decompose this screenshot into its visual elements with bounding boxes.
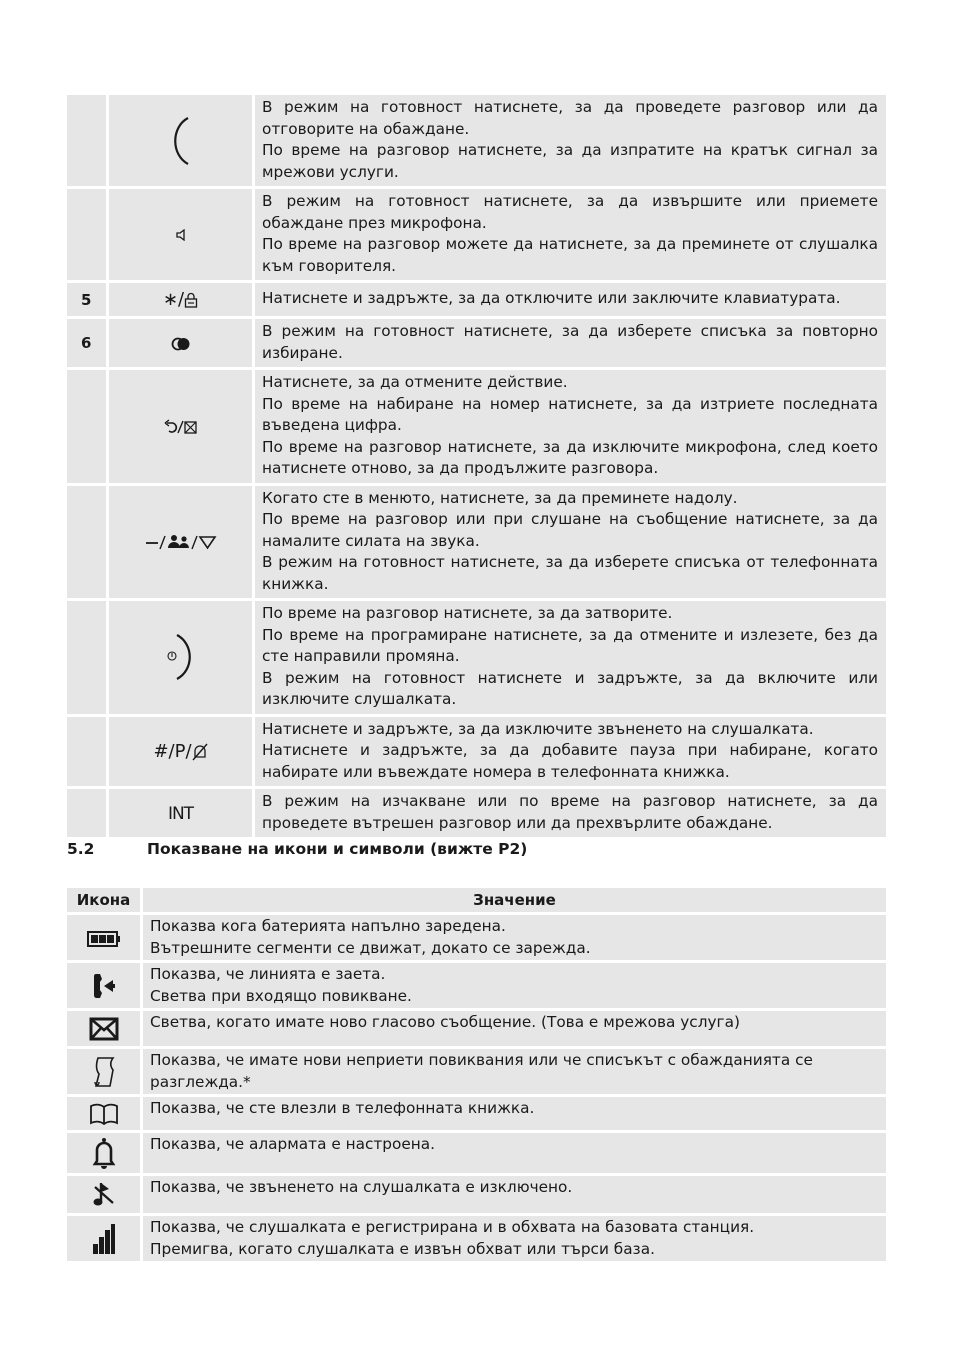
meaning-cell xyxy=(143,1216,886,1264)
key-number xyxy=(67,486,109,602)
down-phonebook-icon xyxy=(109,486,255,602)
table-row xyxy=(67,283,886,319)
bell-off-icon xyxy=(192,743,208,761)
alarm-icon xyxy=(67,1133,143,1176)
talk-icon xyxy=(109,95,255,189)
key-number xyxy=(67,789,109,840)
back-mute-icon xyxy=(109,370,255,486)
key-number xyxy=(67,189,109,283)
table-row xyxy=(67,1133,886,1176)
meaning-cell xyxy=(143,1097,886,1133)
voicemail-icon xyxy=(67,1011,143,1049)
line-busy-icon xyxy=(67,963,143,1011)
icons-table xyxy=(67,888,886,1264)
meaning-line: Показва, че имате нови неприети повиквания или че списъкът с обажданията се разглежда.* xyxy=(150,1051,813,1091)
meaning-line: Показва, че слушалката е регистрирана и в обхвата на базовата станция. xyxy=(150,1218,755,1236)
hash-pause-text: #/P/ xyxy=(153,740,192,762)
table-row xyxy=(67,1049,886,1097)
section-title: Показване на икони и символи (вижте P2) xyxy=(147,840,528,858)
table-row xyxy=(67,1176,886,1216)
section-heading xyxy=(67,840,527,858)
key-number xyxy=(67,370,109,486)
table-row xyxy=(67,189,886,283)
table-row xyxy=(67,915,886,963)
end-power-icon xyxy=(109,601,255,717)
desc-line: По време на разговор натиснете, за да изпратите на кратък сигнал за мрежови услуги. xyxy=(262,141,878,181)
meaning-line: Светва при входящо повикване. xyxy=(150,986,412,1005)
desc-line: В режим на готовност натиснете и задръжте, за да включите или изключите слушалката. xyxy=(262,668,878,708)
lock-icon xyxy=(184,292,198,308)
table-row xyxy=(67,789,886,840)
key-description xyxy=(255,717,886,790)
star-lock-text: ∗/ xyxy=(162,289,185,310)
key-number: 5 xyxy=(67,283,109,319)
speaker-icon xyxy=(109,189,255,283)
meaning-line: Показва, че звъненето на слушалката е изключено. xyxy=(150,1178,573,1196)
desc-line: Натиснете и задръжте, за да добавите пауза при набиране, когато набирате или въвеждате номера в телефонната книжка. xyxy=(262,741,878,781)
call-list-icon xyxy=(67,1049,143,1097)
header-meaning: Значение xyxy=(143,888,886,915)
int-icon xyxy=(109,789,255,840)
section-number: 5.2 xyxy=(67,840,95,858)
desc-line: В режим на готовност натиснете, за да изберете списъка от телефонната книжка. xyxy=(262,553,878,593)
table-row xyxy=(67,1097,886,1133)
key-number xyxy=(67,717,109,790)
phonebook-icon xyxy=(67,1097,143,1133)
meaning-cell xyxy=(143,963,886,1011)
meaning-line: Показва, че сте влезли в телефонната книжка. xyxy=(150,1099,535,1117)
desc-line: Натиснете, за да отмените действие. xyxy=(262,373,568,391)
meaning-line: Премигва, когато слушалката е извън обхват или търси база. xyxy=(150,1239,655,1258)
key-number xyxy=(67,601,109,717)
table-row xyxy=(67,963,886,1011)
table-row xyxy=(67,370,886,486)
star-lock-icon xyxy=(109,283,255,319)
key-number xyxy=(67,95,109,189)
meaning-cell xyxy=(143,1049,886,1097)
meaning-cell xyxy=(143,915,886,963)
header-icon: Икона xyxy=(67,888,143,915)
desc-line: По време на програмиране натиснете, за да отмените и излезете, без да сте направили промяна. xyxy=(262,625,878,665)
meaning-line: Вътрешните сегменти се движат, докато се зарежда. xyxy=(150,938,591,957)
table-row xyxy=(67,717,886,790)
hash-pause-ringer-off-icon xyxy=(109,717,255,790)
table-row xyxy=(67,319,886,370)
key-description xyxy=(255,601,886,717)
redial-icon xyxy=(109,319,255,370)
table-header-row xyxy=(67,888,886,915)
desc-line: По време на разговор натиснете, за да изключите микрофона, след което натиснете отново, за да продължите разговора. xyxy=(262,437,878,477)
meaning-cell xyxy=(143,1176,886,1216)
desc-line: По време на разговор можете да натиснете, за да преминете от слушалка към говорителя. xyxy=(262,235,878,275)
key-description xyxy=(255,486,886,602)
table-row xyxy=(67,1011,886,1049)
desc-line: В режим на изчакване или по време на разговор натиснете, за да проведете вътрешен разговор или да прехвърлите обаждане. xyxy=(262,792,878,832)
desc-line: В режим на готовност натиснете, за да изберете списъка за повторно избиране. xyxy=(262,322,878,362)
keys-table xyxy=(67,95,886,840)
meaning-cell xyxy=(143,1133,886,1176)
desc-line: Натиснете и задръжте, за да изключите звъненето на слушалката. xyxy=(262,719,814,738)
desc-line: В режим на готовност натиснете, за да проведете разговор или да отговорите на обаждане. xyxy=(262,98,878,138)
table-row xyxy=(67,486,886,602)
table-row xyxy=(67,1216,886,1264)
desc-line: По време на набиране на номер натиснете, за да изтриете последната въведена цифра. xyxy=(262,394,878,434)
key-description xyxy=(255,370,886,486)
meaning-line: Показва, че линията е заета. xyxy=(150,965,386,983)
meaning-line: Светва, когато имате ново гласово съобщение. (Това е мрежова услуга) xyxy=(150,1013,740,1031)
meaning-line: Показва кога батерията напълно заредена. xyxy=(150,917,506,935)
desc-line: В режим на готовност натиснете, за да извършите или приемете обаждане през микрофона. xyxy=(262,192,878,232)
desc-line: По време на разговор или при слушане на съобщение натиснете, за да намалите силата на звука. xyxy=(262,510,878,550)
meaning-line: Показва, че алармата е настроена. xyxy=(150,1135,436,1153)
ringer-off-icon xyxy=(67,1176,143,1216)
battery-icon xyxy=(67,915,143,963)
signal-icon xyxy=(67,1216,143,1264)
desc-line: Когато сте в менюто, натиснете, за да преминете надолу. xyxy=(262,488,738,507)
key-description xyxy=(255,789,886,840)
key-description xyxy=(255,283,886,319)
table-row xyxy=(67,601,886,717)
meaning-cell xyxy=(143,1011,886,1049)
table-row xyxy=(67,95,886,189)
key-description xyxy=(255,189,886,283)
key-description xyxy=(255,95,886,189)
key-description xyxy=(255,319,886,370)
key-number: 6 xyxy=(67,319,109,370)
desc-line: Натиснете и задръжте, за да отключите или заключите клавиатурата. xyxy=(262,289,841,308)
desc-line: По време на разговор натиснете, за да затворите. xyxy=(262,604,673,622)
int-text: INT xyxy=(167,803,194,824)
